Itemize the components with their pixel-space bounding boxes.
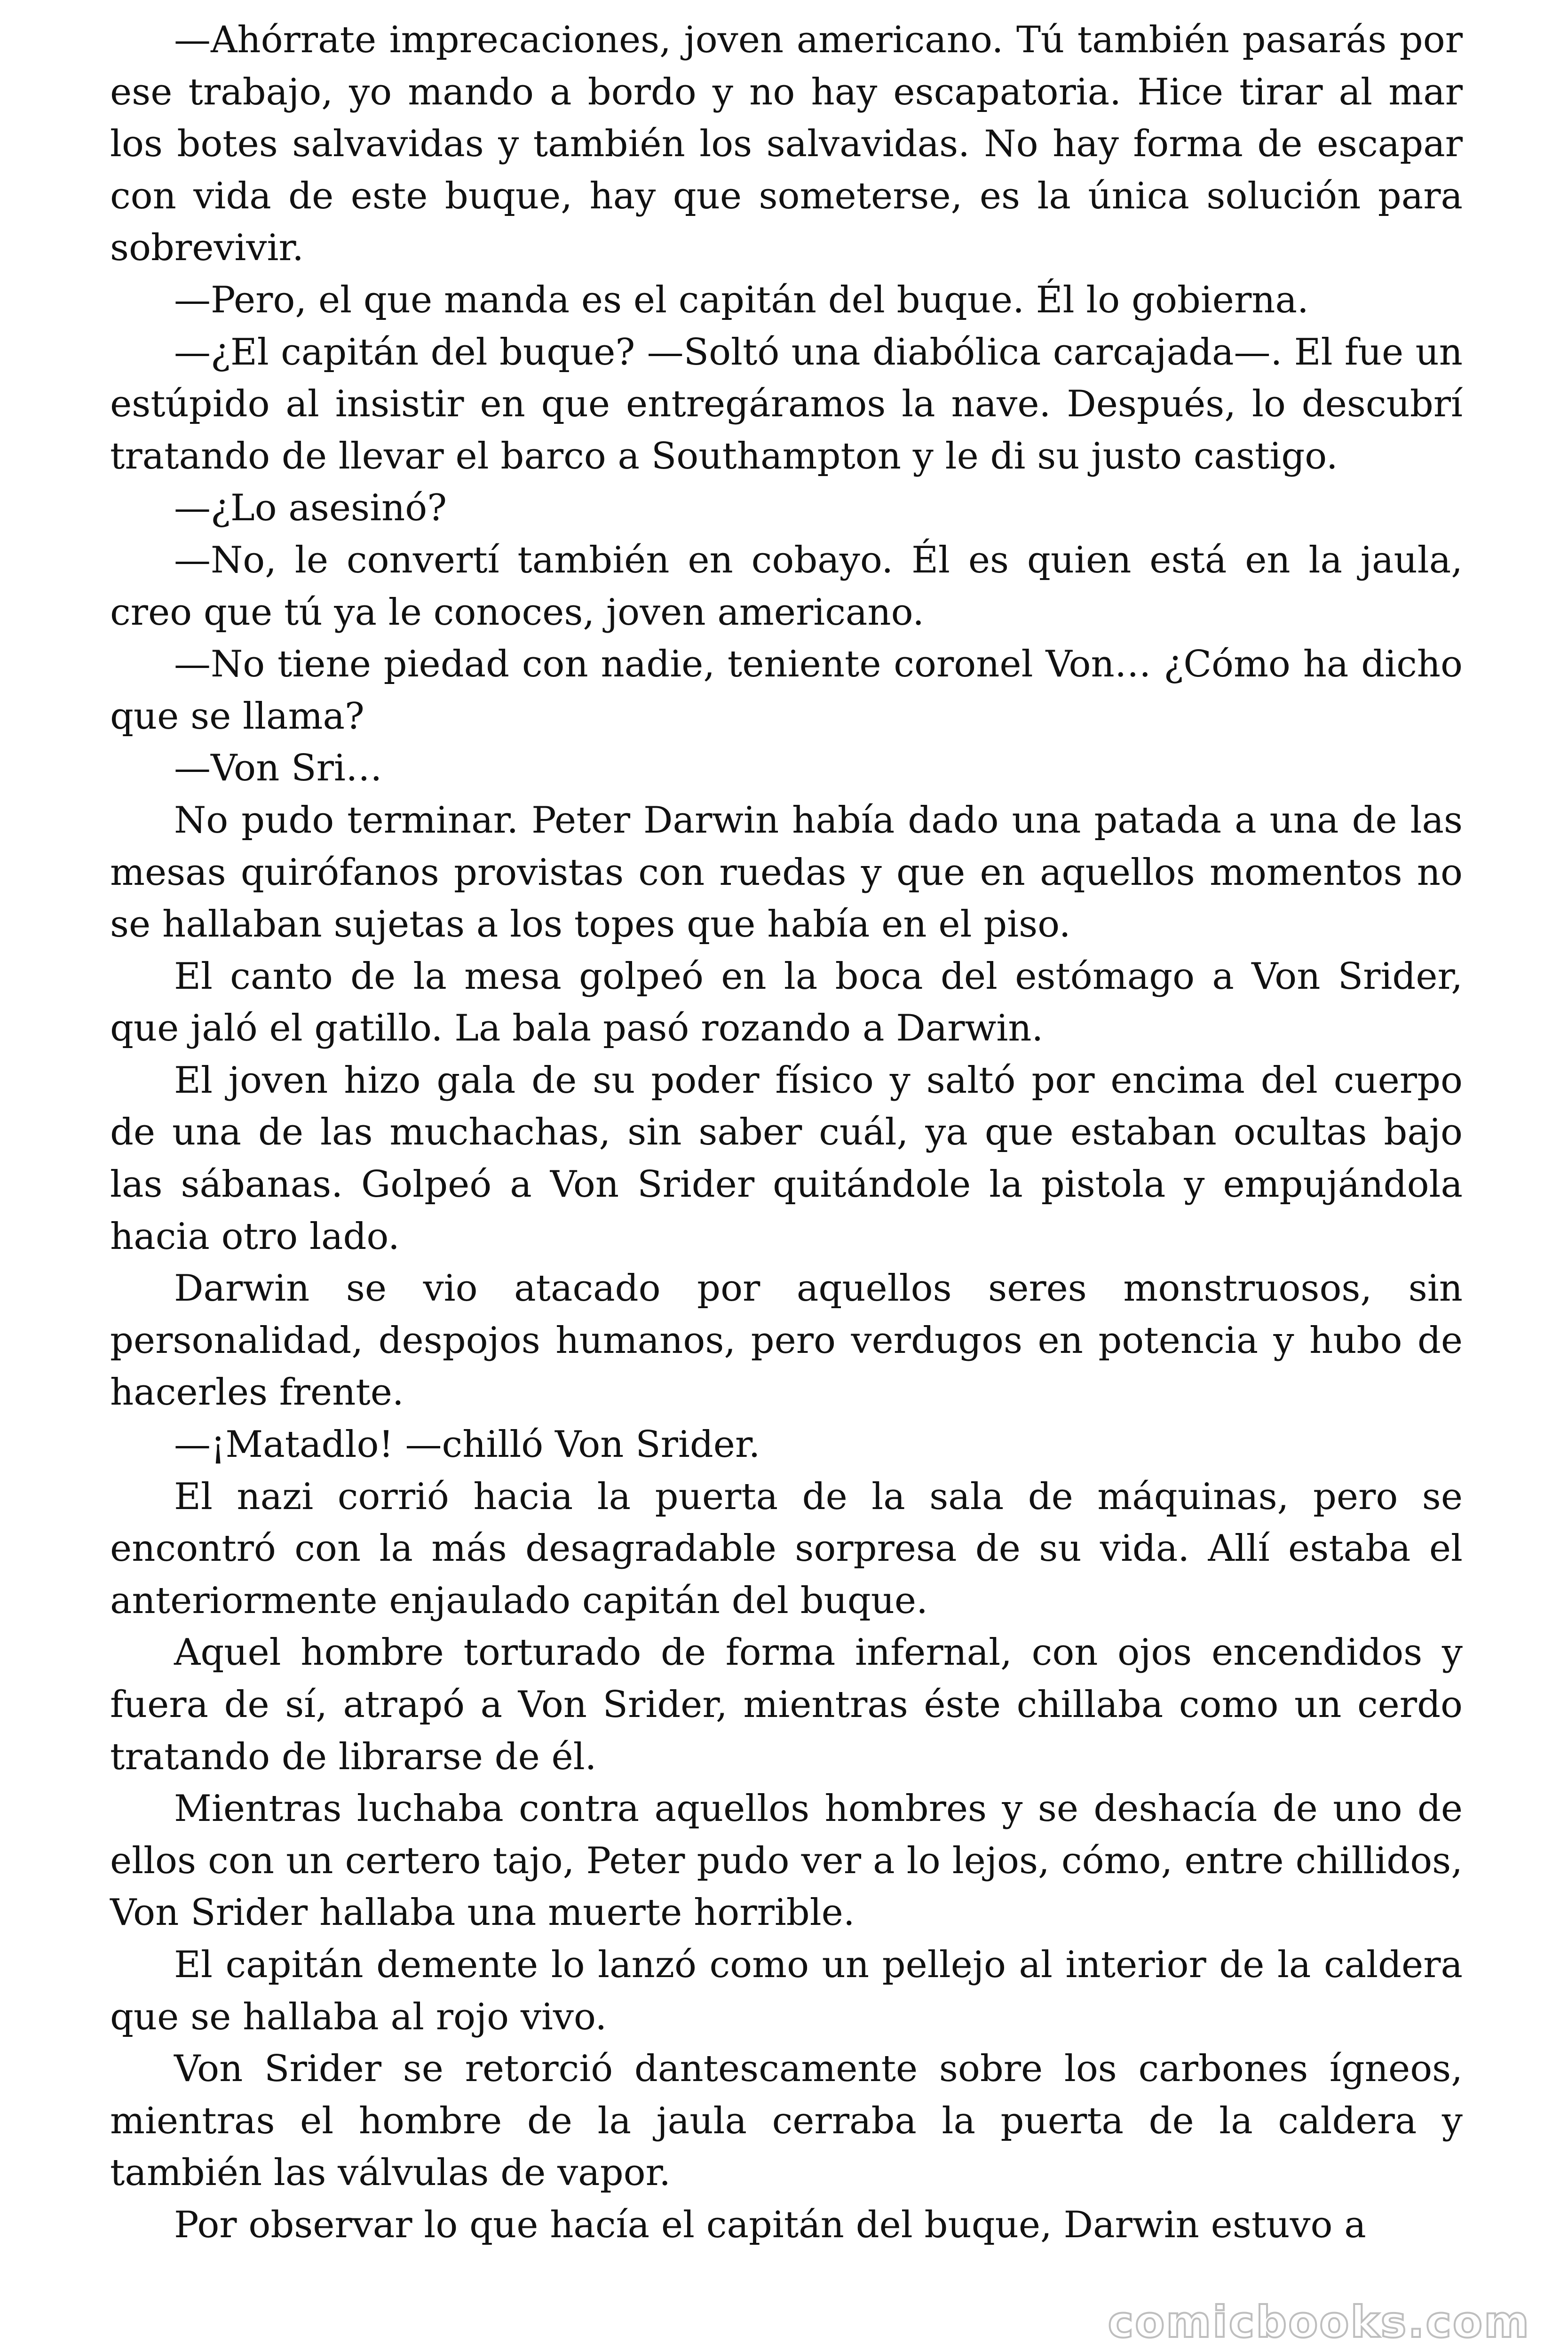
watermark-logo: comicbooks.com <box>1108 2297 1530 2347</box>
paragraph: Aquel hombre torturado de forma infernal, con ojos encendidos y fuera de sí, atrapó a Von Srider, mientras éste chillaba como un cerdo tratando de librarse de él. <box>110 1631 1463 1778</box>
paragraph: —¿El capitán del buque? —Soltó una diabólica carcajada—. El fue un estúpido al insistir en que entregáramos la nave. Después, lo descubrí tratando de llevar el barco a Southampton y le di su justo castigo. <box>110 331 1463 477</box>
paragraph: —Von Sri… <box>174 747 382 790</box>
paragraph: —Pero, el que manda es el capitán del buque. Él lo gobierna. <box>174 278 1309 321</box>
paragraph: El nazi corrió hacia la puerta de la sala de máquinas, pero se encontró con la más desagradable sorpresa de su vida. Allí estaba el anteriormente enjaulado capitán del buque. <box>110 1475 1463 1622</box>
paragraph: Darwin se vio atacado por aquellos seres monstruosos, sin personalidad, despojos humanos, pero verdugos en potencia y hubo de hacerles frente. <box>110 1267 1463 1414</box>
paragraph: —No tiene piedad con nadie, teniente coronel Von… ¿Cómo ha dicho que se llama? <box>110 643 1463 738</box>
paragraph: Mientras luchaba contra aquellos hombres y se deshacía de uno de ellos con un certero tajo, Peter pudo ver a lo lejos, cómo, entre chillidos, Von Srider hallaba una muerte horrible. <box>110 1788 1463 1934</box>
paragraph: Von Srider se retorció dantescamente sobre los carbones ígneos, mientras el hombre de la jaula cerraba la puerta de la caldera y también las válvulas de vapor. <box>110 2048 1463 2194</box>
paragraph: El capitán demente lo lanzó como un pellejo al interior de la caldera que se hallaba al rojo vivo. <box>110 1943 1463 2038</box>
book-page <box>110 14 1463 2319</box>
paragraph: El joven hizo gala de su poder físico y saltó por encima del cuerpo de una de las muchachas, sin saber cuál, ya que estaban ocultas bajo las sábanas. Golpeó a Von Srider quitándole la pistola y empujándola hacia otro lado. <box>110 1059 1463 1258</box>
paragraph: —Ahórrate imprecaciones, joven americano. Tú también pasarás por ese trabajo, yo mando a bordo y no hay escapatoria. Hice tirar al mar los botes salvavidas y también los salvavidas. No hay forma de escapar con vida de este buque, hay que someterse, es la única solución para sobrevivir. <box>110 19 1463 270</box>
paragraph: El canto de la mesa golpeó en la boca del estómago a Von Srider, que jaló el gatillo. La bala pasó rozando a Darwin. <box>110 955 1463 1050</box>
paragraph: —¡Matadlo! —chilló Von Srider. <box>174 1423 760 1466</box>
paragraph: —No, le convertí también en cobayo. Él es quien está en la jaula, creo que tú ya le conoces, joven americano. <box>110 539 1463 634</box>
paragraph: Por observar lo que hacía el capitán del buque, Darwin estuvo a <box>174 2203 1366 2246</box>
paragraph: —¿Lo asesinó? <box>174 487 447 530</box>
paragraph: No pudo terminar. Peter Darwin había dado una patada a una de las mesas quirófanos provistas con ruedas y que en aquellos momentos no se hallaban sujetas a los topes que había en el piso. <box>110 799 1463 946</box>
